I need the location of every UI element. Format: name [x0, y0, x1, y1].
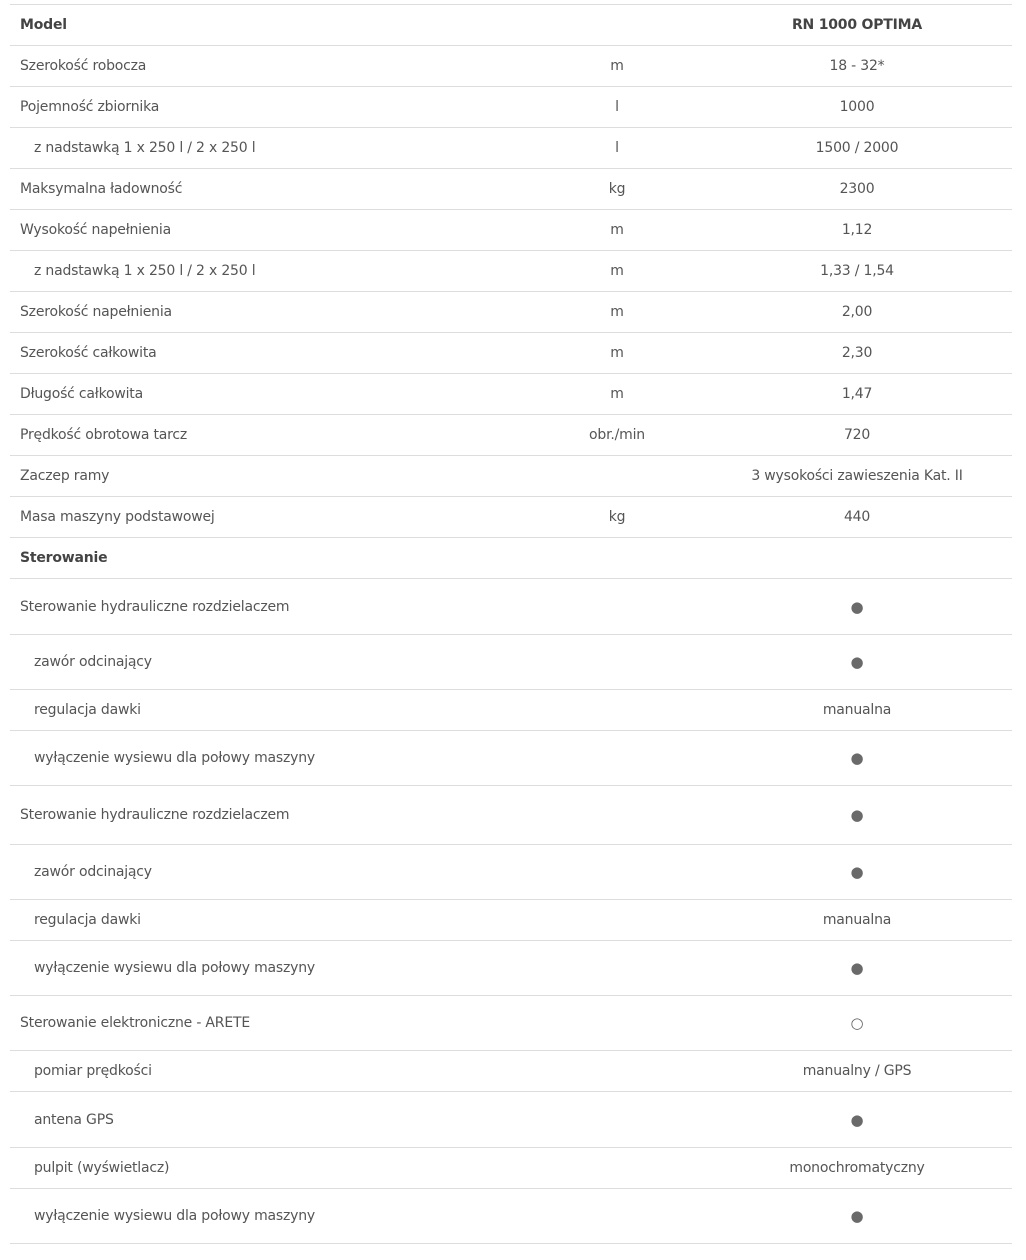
row-label: Zaczep ramy [20, 468, 110, 484]
row-label: z nadstawką 1 x 250 l / 2 x 250 l [34, 140, 256, 156]
row-label: wyłączenie wysiewu dla połowy maszyny [34, 960, 315, 976]
filled-dot-icon: ● [850, 863, 864, 881]
row-value: 720 [843, 427, 871, 443]
table-row [10, 578, 1012, 634]
row-unit: l [615, 99, 619, 115]
table-row [10, 1147, 1012, 1188]
row-value: manualny / GPS [802, 1063, 912, 1079]
row-value: 1,12 [841, 222, 873, 238]
row-unit: m [610, 222, 624, 238]
row-label: Wysokość napełnienia [20, 222, 172, 238]
row-label: Sterowanie hydrauliczne rozdzielaczem [20, 807, 290, 823]
row-unit: kg [608, 181, 626, 197]
filled-dot-icon: ● [850, 653, 864, 671]
row-unit: m [610, 58, 624, 74]
table-row [10, 496, 1012, 537]
table-row [10, 730, 1012, 785]
section-header-row [10, 537, 1012, 578]
table-row [10, 86, 1012, 127]
table-row [10, 634, 1012, 689]
row-value: manualna [822, 912, 892, 928]
table-row [10, 332, 1012, 373]
row-unit: obr./min [589, 427, 645, 443]
row-label: Szerokość napełnienia [20, 304, 172, 320]
row-value: monochromatyczny [789, 1160, 925, 1176]
row-value: 1000 [839, 99, 875, 115]
row-label: wyłączenie wysiewu dla połowy maszyny [34, 1208, 315, 1224]
row-label: Długość całkowita [20, 386, 143, 402]
row-unit: m [610, 386, 624, 402]
table-header-row [10, 4, 1012, 45]
table-row [10, 899, 1012, 940]
row-label: regulacja dawki [34, 912, 141, 928]
row-value: manualna [822, 702, 892, 718]
model-label: Model [20, 17, 67, 33]
table-row [10, 414, 1012, 455]
row-label: antena GPS [34, 1111, 114, 1128]
row-label: zawór odcinający [34, 654, 152, 670]
filled-dot-icon: ● [850, 959, 864, 977]
table-row [10, 373, 1012, 414]
row-value: 2300 [839, 181, 875, 197]
table-row [10, 1188, 1012, 1244]
row-label: regulacja dawki [34, 702, 141, 718]
row-value: 18 - 32* [829, 58, 885, 74]
table-row [10, 127, 1012, 168]
row-label: wyłączenie wysiewu dla połowy maszyny [34, 750, 315, 766]
row-unit: m [610, 304, 624, 320]
row-label: Sterowanie hydrauliczne rozdzielaczem [20, 598, 290, 615]
row-unit: m [610, 345, 624, 361]
table-row [10, 785, 1012, 844]
row-unit: l [615, 140, 619, 156]
row-label: Masa maszyny podstawowej [20, 509, 215, 525]
row-value: 2,30 [841, 345, 873, 361]
filled-dot-icon: ● [850, 749, 864, 767]
table-row [10, 209, 1012, 250]
row-label: Szerokość całkowita [20, 345, 157, 361]
row-label: z nadstawką 1 x 250 l / 2 x 250 l [34, 263, 256, 279]
table-row [10, 455, 1012, 496]
row-label: Prędkość obrotowa tarcz [20, 427, 188, 443]
row-label: pulpit (wyświetlacz) [34, 1160, 170, 1176]
table-row [10, 250, 1012, 291]
row-value: 1,47 [841, 386, 873, 402]
table-row [10, 844, 1012, 899]
empty-circle-icon: ○ [850, 1014, 864, 1032]
row-label: zawór odcinający [34, 864, 152, 880]
section-title: Sterowanie [20, 550, 108, 566]
spec-table [10, 4, 1012, 1244]
row-unit: kg [608, 509, 626, 525]
table-row [10, 1091, 1012, 1147]
row-value: 1,33 / 1,54 [820, 263, 894, 279]
row-label: Maksymalna ładowność [20, 181, 183, 197]
table-row [10, 995, 1012, 1050]
row-value: 440 [843, 509, 871, 525]
table-row [10, 45, 1012, 86]
table-row [10, 168, 1012, 209]
row-value: 1500 / 2000 [815, 140, 899, 156]
table-row [10, 291, 1012, 332]
filled-dot-icon: ● [850, 1207, 864, 1225]
table-row [10, 689, 1012, 730]
row-label: Szerokość robocza [20, 58, 147, 74]
row-value: 2,00 [841, 304, 873, 320]
filled-dot-icon: ● [850, 1110, 864, 1129]
row-label: Pojemność zbiornika [20, 99, 160, 115]
row-value: 3 wysokości zawieszenia Kat. II [751, 468, 963, 484]
table-row [10, 940, 1012, 995]
row-label: pomiar prędkości [34, 1063, 152, 1079]
row-unit: m [610, 263, 624, 279]
table-row [10, 1050, 1012, 1091]
row-label: Sterowanie elektroniczne - ARETE [20, 1015, 250, 1031]
filled-dot-icon: ● [850, 806, 864, 824]
model-name: RN 1000 OPTIMA [791, 17, 923, 33]
filled-dot-icon: ● [850, 597, 864, 616]
